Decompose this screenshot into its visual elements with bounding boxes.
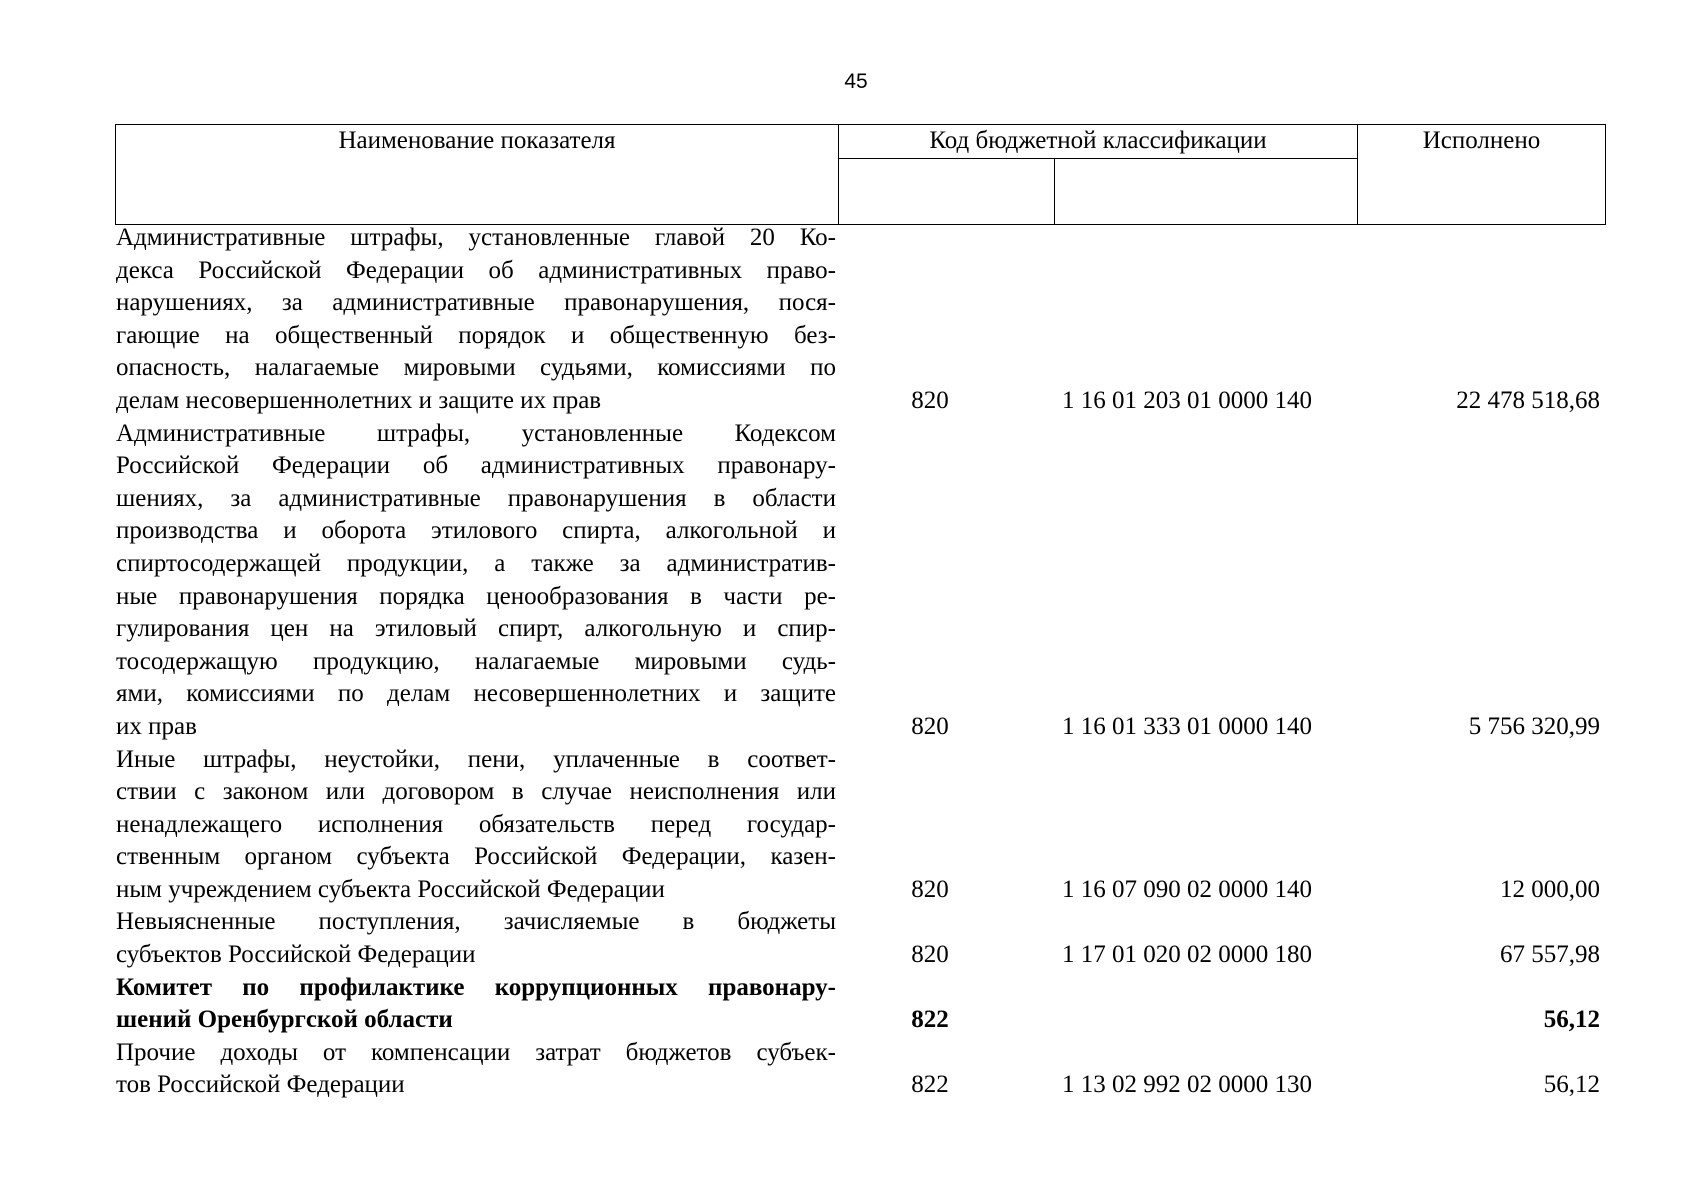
indicator-name-line: субъектов Российской Федерации [116,941,476,969]
table-row [116,906,1600,971]
admin-code: 820 [911,712,949,740]
executed-amount: 56,12 [1543,1006,1600,1034]
budget-code: 1 16 07 090 02 0000 140 [1062,875,1312,903]
admin-code: 822 [911,1071,949,1099]
admin-code: 822 [911,1006,949,1034]
table-row [116,222,1600,418]
admin-code: 820 [911,386,949,414]
indicator-name-line: Российской Федерации об административных правонару- [116,452,836,480]
indicator-name-line: шений Оренбургской области [116,1006,453,1034]
indicator-name-line: опасность, налагаемые мировыми судьями, комиссиями по [116,354,836,382]
budget-code: 1 16 01 203 01 0000 140 [1062,386,1312,414]
executed-amount: 56,12 [1543,1071,1600,1099]
indicator-name-line: делам несовершеннолетних и защите их прав [116,386,602,414]
indicator-name [116,972,836,1037]
table-row [116,972,1600,1037]
indicator-name-line: декса Российской Федерации об административных право- [116,256,836,284]
executed-amount: 22 478 518,68 [1456,386,1600,414]
admin-code: 820 [911,875,949,903]
executed-amount: 12 000,00 [1500,875,1600,903]
table-body [116,222,1600,1102]
indicator-name-line: ственным органом субъекта Российской Федерации, казен- [116,843,836,871]
indicator-name-line: Прочие доходы от компенсации затрат бюджетов субъек- [116,1038,836,1066]
indicator-name-line: ями, комиссиями по делам несовершеннолетних и защите [116,680,836,708]
table-row [116,744,1600,907]
indicator-name-line: их прав [116,712,197,740]
header-cell-admin-sub [838,158,1055,225]
indicator-name [116,222,836,418]
indicator-name-line: ным учреждением субъекта Российской Федерации [116,875,665,903]
indicator-name-line: нарушениях, за административные правонарушения, пося- [116,289,836,317]
header-executed-label: Исполнено [1422,127,1541,154]
header-code-label: Код бюджетной классификации [929,127,1267,154]
indicator-name-line: Иные штрафы, неустойки, пени, уплаченные в соответ- [116,745,836,773]
indicator-name-line: спиртосодержащей продукции, а также за административ- [116,549,836,577]
indicator-name [116,418,836,744]
indicator-name-line: ненадлежащего исполнения обязательств перед государ- [116,810,836,838]
budget-code: 1 16 01 333 01 0000 140 [1062,712,1312,740]
indicator-name-line: производства и оборота этилового спирта, алкогольной и [116,517,836,545]
page-number: 45 [844,70,868,93]
indicator-name-line: Комитет по профилактике коррупционных правонару- [116,973,836,1001]
budget-code: 1 17 01 020 02 0000 180 [1062,941,1312,969]
indicator-name-line: гулирования цен на этиловый спирт, алкогольную и спир- [116,615,836,643]
indicator-name-line: тосодержащую продукцию, налагаемые мировыми судь- [116,647,836,675]
executed-amount: 67 557,98 [1500,941,1600,969]
budget-code: 1 13 02 992 02 0000 130 [1062,1071,1312,1099]
indicator-name-line: Административные штрафы, установленные Кодексом [116,419,836,447]
indicator-name-line: тов Российской Федерации [116,1071,405,1099]
indicator-name-line: Административные штрафы, установленные главой 20 Ко- [116,224,836,251]
indicator-name [116,906,836,971]
table-row [116,1037,1600,1102]
indicator-name-line: ные правонарушения порядка ценообразования в части ре- [116,582,836,610]
indicator-name-line: шениях, за административные правонарушения в области [116,484,836,512]
indicator-name [116,744,836,907]
indicator-name-line: Невыясненные поступления, зачисляемые в бюджеты [116,908,836,936]
header-name-label: Наименование показателя [338,127,616,154]
admin-code: 820 [911,941,949,969]
indicator-name-line: гающие на общественный порядок и общественную без- [116,321,836,349]
table-row [116,418,1600,744]
indicator-name [116,1037,836,1102]
executed-amount: 5 756 320,99 [1468,712,1600,740]
header-cell-code-sub [1054,158,1358,225]
indicator-name-line: ствии с законом или договором в случае неисполнения или [116,778,836,806]
